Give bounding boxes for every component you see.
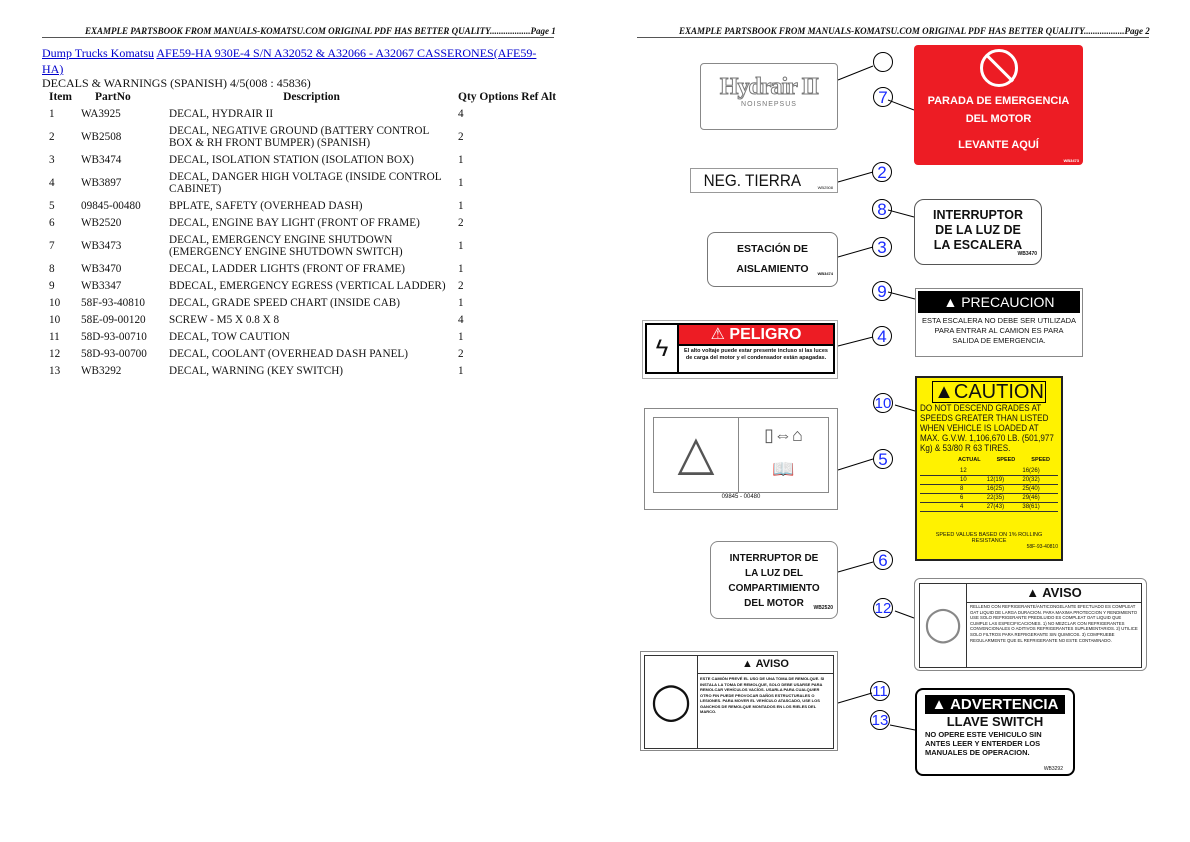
decal-title: AVISO [755, 658, 789, 670]
cell-qty: 1 [458, 176, 464, 189]
decal-emergency-shutdown [914, 45, 1083, 165]
callout-10: 10 [874, 395, 892, 412]
decal-text: LEVANTE AQUÍ [958, 139, 1039, 151]
callout-8: 8 [872, 199, 892, 219]
cell-partno: WB2520 [81, 216, 122, 229]
decal-text: DE LA LUZ DE [935, 223, 1021, 237]
cell-partno: 58F-93-40810 [81, 296, 146, 309]
cell-item: 5 [49, 199, 55, 212]
cell-description: DECAL, ENGINE BAY LIGHT (FRONT OF FRAME) [169, 216, 420, 229]
cell-description: DECAL, DANGER HIGH VOLTAGE (INSIDE CONTROL CABINET) [169, 170, 442, 195]
page-header-left: EXAMPLE PARTSBOOK FROM MANUALS-KOMATSU.COM ORIGINAL PDF HAS BETTER QUALITY..................Page 1 [85, 26, 556, 36]
speed-chart-cell: 4 [960, 504, 964, 510]
callout-5: 5 [873, 449, 893, 469]
decal-code: WB3473 [1063, 158, 1079, 163]
cell-qty: 1 [458, 364, 464, 377]
speed-chart-cell: 12 [960, 468, 967, 474]
decal-text: INTERRUPTOR [932, 208, 1024, 222]
decal-tow-aviso [640, 651, 838, 751]
cell-item: 3 [49, 153, 55, 166]
speed-chart-rows [920, 467, 1058, 512]
cell-qty: 1 [458, 296, 464, 309]
decal-title: AVISO [1042, 585, 1082, 600]
decal-advertencia-key-switch [915, 688, 1075, 776]
cell-qty: 1 [458, 262, 464, 275]
callout-2: 2 [872, 162, 892, 182]
cell-qty: 4 [458, 107, 464, 120]
decal-neg-tierra [690, 168, 838, 193]
speed-chart-cell: 27(43) [986, 504, 1005, 510]
warning-triangle-icon: △ [654, 418, 739, 492]
col-item: Item [49, 91, 72, 103]
chart-col: ACTUAL [958, 457, 981, 463]
speed-chart-headers [920, 457, 1058, 463]
cell-description: DECAL, HYDRAIR II [169, 107, 274, 120]
cell-partno: WB3470 [81, 262, 122, 275]
speed-chart-row [920, 467, 1058, 476]
decal-text: ESTE CAMIÓN PREVÉ EL USO DE UNA TOMA DE REMOLQUE. SI INSTALA LA TOMA DE REMOLQUE, SOLO DEBE USARSE PARA REMOLCAR VEHÍCULOS VACÍOS. USARLA PARA CUALQUIER OTRO FIN PUEDE PROVOCAR DAÑOS ESTRUCTURALES O LESIONES. PARA MOVER EL VEHÍCULO ATASCADO, USE LOS GANCHOS DE REMOLQUE MONTADOS EN LOS RIELES DEL MARCO. [700, 676, 825, 714]
cell-qty: 2 [458, 279, 464, 292]
cell-qty: 1 [458, 153, 464, 166]
cell-description: DECAL, ISOLATION STATION (ISOLATION BOX) [169, 153, 414, 166]
callout-11: 11 [870, 681, 890, 701]
cell-qty: 1 [458, 239, 464, 252]
cell-item: 4 [49, 176, 55, 189]
decal-title: CAUTION [953, 381, 1044, 403]
manual-icons: ▯⇔⌂ 📖 [764, 425, 803, 479]
hydrair-logo: Hydrair II [719, 74, 819, 100]
speed-chart-row [920, 494, 1058, 503]
cell-qty: 1 [458, 330, 464, 343]
cell-partno: WB3474 [81, 153, 122, 166]
callout-3: 3 [872, 237, 892, 257]
decal-subtitle: LLAVE SWITCH [946, 714, 1044, 729]
decal-grade-speed-chart [915, 376, 1063, 561]
decal-safety-plate [644, 408, 838, 510]
decal-code: WB2520 [813, 605, 833, 611]
cell-description: DECAL, TOW CAUTION [169, 330, 290, 343]
cell-item: 12 [49, 347, 61, 360]
decal-text: COMPARTIMIENTO [728, 583, 820, 594]
speed-chart-cell: 20(32) [1022, 477, 1040, 483]
col-qty-options-ref-alt: Qty Options Ref Alt [458, 91, 557, 103]
decal-isolation-station [707, 232, 838, 287]
speed-chart-cell: 12(19) [986, 477, 1005, 483]
cell-item: 10 [49, 296, 61, 309]
callout-7: 7 [873, 87, 893, 107]
cell-partno: WB3292 [81, 364, 122, 377]
speed-chart-cell: 8 [960, 486, 964, 492]
cell-description: DECAL, WARNING (KEY SWITCH) [169, 364, 344, 377]
chart-col: SPEED [1031, 457, 1050, 463]
breadcrumb-link-category[interactable]: Dump Trucks Komatsu [42, 46, 155, 60]
decal-text: DO NOT DESCEND GRADES AT SPEEDS GREATER THAN LISTED WHEN VEHICLE IS LOADED AT MAX. G.V.W. 1,106,670 LB. (501,977 Kg) & 53/80 R 63 TIRES. [920, 403, 1054, 453]
cell-item: 8 [49, 262, 55, 275]
speed-chart-row [920, 485, 1058, 494]
speed-chart-row [920, 476, 1058, 485]
decal-text: ESTACIÓN DE [737, 243, 808, 255]
cell-qty: 4 [458, 313, 464, 326]
cell-partno: WB3473 [81, 239, 122, 252]
decal-coolant-aviso [914, 578, 1147, 671]
decal-text: NO OPERE ESTE VEHICULO SIN ANTES LEER Y ENTERDER LOS MANUALES DE OPERACION. [925, 730, 1042, 757]
cell-item: 2 [49, 130, 55, 143]
high-voltage-icon: ϟ [647, 325, 679, 372]
cell-item: 6 [49, 216, 55, 229]
cell-item: 1 [49, 107, 55, 120]
decal-title: PELIGRO [729, 326, 802, 343]
decal-engine-bay-light [710, 541, 838, 619]
breadcrumb-link-model[interactable]: AFE59-HA 930E-4 S/N A32052 & A32066 - A32067 CASSERONES(AFE59-HA) [42, 46, 537, 76]
decal-text: INTERRUPTOR DE [729, 553, 819, 564]
cell-description: DECAL, EMERGENCY ENGINE SHUTDOWN (EMERGENCY ENGINE SHUTDOWN SWITCH) [169, 233, 403, 258]
decal-code: 58F-93-40810 [1026, 544, 1058, 550]
cell-item: 13 [49, 364, 61, 377]
col-partno: PartNo [95, 91, 131, 103]
callout-13: 13 [871, 712, 889, 729]
speed-chart-cell: 25(40) [1022, 486, 1040, 492]
decal-code: WB3292 [1043, 766, 1063, 772]
decal-code: 09845 - 00480 [721, 494, 761, 500]
decal-code: WB3470 [1017, 251, 1037, 257]
decal-text: DEL MOTOR [965, 113, 1032, 125]
cell-description: DECAL, NEGATIVE GROUND (BATTERY CONTROL BOX & RH FRONT BUMPER) (SPANISH) [169, 124, 429, 149]
decal-text: RELLENO CON REFRIGERANTE/ANTICONGELANTE EFECTUADO ES COMPLEAT OAT LIQUID DE LARGA DURACION. PARA MAXIMA PROTECCION Y RENDIMIENTO USE SOLO REFRIGERANTE PREDILUIDO ES COMPLEAT OAT LIQUID QUE CUMPLE LAS ESPECIFICACIONES. 1) NO MEZCLAR CON REFRIGERANTES CONVENCIONALES O ADITIVOS REFRIGERANTES SUPLEMENTARIOS. 2) UTILICE SOLO FILTROS PARA REFRIGERANTE SIN QUIMICOS. 3) COMPRUEBE REGULARMENTE QUE EL REFRIGERANTE NO ESTE CONTAMINADO. [970, 604, 1138, 643]
decal-text: DEL MOTOR [744, 598, 804, 609]
speed-chart-cell: 16(25) [986, 486, 1005, 492]
decal-text: ESTA ESCALERA NO DEBE SER UTILIZADA PARA ENTRAR AL CAMION ES PARA SALIDA DE EMERGENCIA. [921, 316, 1077, 345]
caution-title: ▲CAUTION [932, 381, 1046, 403]
advertencia-title: ▲ ADVERTENCIA [925, 695, 1065, 714]
speed-chart-cell: 29(46) [1022, 495, 1040, 501]
speed-chart-cell: 38(61) [1022, 504, 1040, 510]
cell-item: 10 [49, 313, 61, 326]
decal-text: LA LUZ DEL [745, 568, 803, 579]
peligro-title: ⚠ PELIGRO [679, 325, 833, 346]
speed-chart-cell: 6 [960, 495, 964, 501]
no-engine-icon [980, 49, 1018, 87]
cell-partno: WB2508 [81, 130, 122, 143]
speed-chart-cell: 16(26) [1022, 468, 1040, 474]
decal-code: WB2508 [817, 185, 833, 190]
decal-footer: SPEED VALUES BASED ON 1% ROLLING RESISTANCE [935, 532, 1043, 544]
hydrair-subtext: NOISNEPSUS [741, 101, 797, 108]
cell-partno: 58D-93-00710 [81, 330, 147, 343]
callout-1 [873, 52, 893, 72]
page-header-right: EXAMPLE PARTSBOOK FROM MANUALS-KOMATSU.COM ORIGINAL PDF HAS BETTER QUALITY..................Page 2 [679, 26, 1150, 36]
cell-partno: WB3347 [81, 279, 122, 292]
col-description: Description [283, 91, 340, 103]
decal-text: LA ESCALERA [933, 238, 1023, 252]
cell-qty: 2 [458, 130, 464, 143]
cell-item: 9 [49, 279, 55, 292]
decal-title: ADVERTENCIA [950, 696, 1059, 713]
aviso-title: ▲ AVISO [967, 584, 1141, 603]
aviso-title: ▲ AVISO [698, 656, 833, 674]
cell-description: DECAL, GRADE SPEED CHART (INSIDE CAB) [169, 296, 400, 309]
callout-4: 4 [872, 326, 892, 346]
cell-description: SCREW - M5 X 0.8 X 8 [169, 313, 280, 326]
tow-icon: ◯ [645, 656, 698, 748]
decal-title: PRECAUCION [961, 294, 1055, 310]
speed-chart-cell: 22(35) [986, 495, 1005, 501]
decal-text: AISLAMIENTO [736, 263, 809, 275]
section-title: DECALS & WARNINGS (SPANISH) 4/5(008 : 45836) [42, 76, 311, 90]
precaucion-title: ▲ PRECAUCION [918, 291, 1080, 313]
cell-item: 7 [49, 239, 55, 252]
cell-partno: 58E-09-00120 [81, 313, 146, 326]
cell-partno: WB3897 [81, 176, 122, 189]
decal-text: NEG. TIERRA [703, 171, 802, 190]
decal-code: WB3474 [817, 271, 833, 276]
decal-ladder-light-switch [914, 199, 1042, 265]
cell-item: 11 [49, 330, 60, 343]
callout-6: 6 [873, 550, 893, 570]
cell-partno: WA3925 [81, 107, 121, 120]
callout-9: 9 [872, 281, 892, 301]
decal-hydrair [700, 63, 838, 130]
cell-description: DECAL, COOLANT (OVERHEAD DASH PANEL) [169, 347, 408, 360]
cell-description: DECAL, LADDER LIGHTS (FRONT OF FRAME) [169, 262, 405, 275]
cell-description: BPLATE, SAFETY (OVERHEAD DASH) [169, 199, 363, 212]
speed-chart-cell [987, 467, 1023, 475]
chart-col: SPEED [996, 457, 1016, 463]
coolant-tank-icon: ◯ [920, 584, 967, 667]
speed-chart-cell: 10 [960, 477, 967, 483]
cell-qty: 2 [458, 216, 464, 229]
decal-peligro [642, 320, 838, 379]
cell-description: BDECAL, EMERGENCY EGRESS (VERTICAL LADDER) [169, 279, 446, 292]
cell-qty: 1 [458, 199, 464, 212]
cell-partno: 58D-93-00700 [81, 347, 147, 360]
cell-partno: 09845-00480 [81, 199, 141, 212]
decal-text: El alto voltaje puede estar presente incluso si las luces de carga del motor y el condensador están apagadas. [684, 348, 828, 361]
callout-12: 12 [874, 600, 892, 617]
cell-qty: 2 [458, 347, 464, 360]
decal-text: PARADA DE EMERGENCIA [927, 95, 1070, 107]
speed-chart-row [920, 503, 1058, 512]
decal-precaucion [915, 288, 1083, 357]
